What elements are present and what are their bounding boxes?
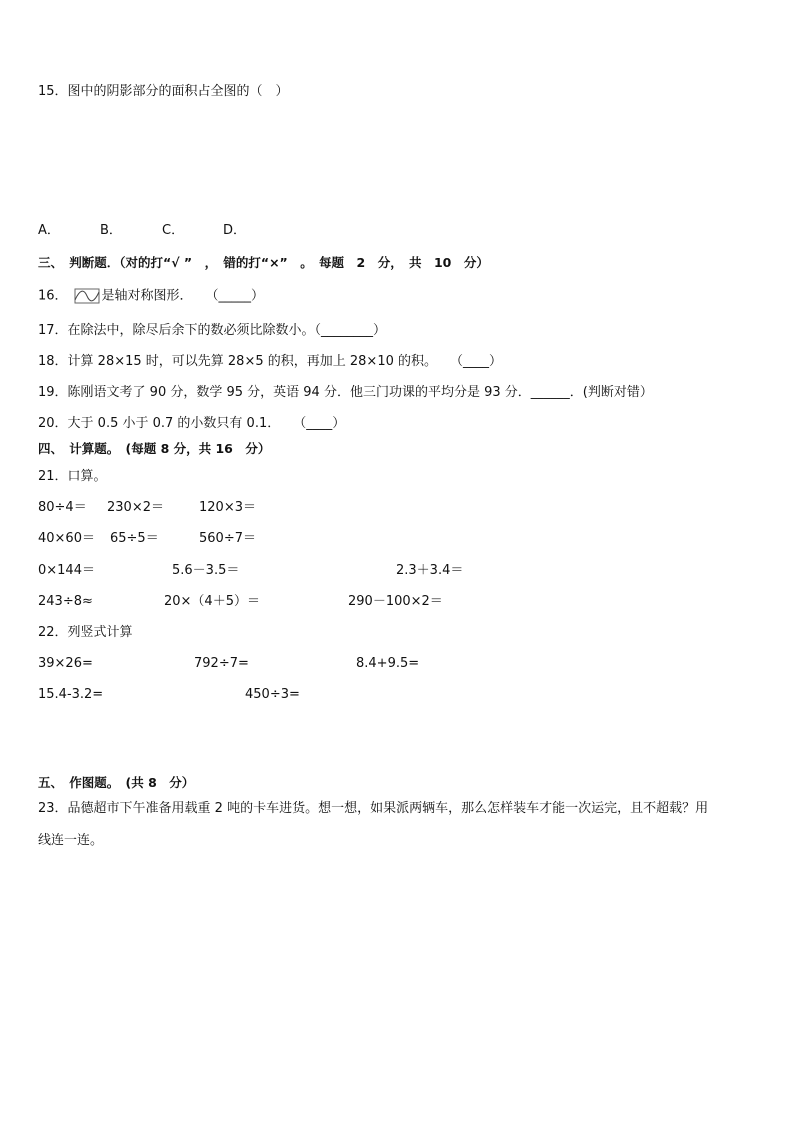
question-22-title: 22．列竖式计算 <box>38 625 133 640</box>
q21-r3-c2: 5.6－3.5＝ <box>172 563 240 578</box>
question-20-text: 20．大于 0.5 小于 0.7 的小数只有 0.1． （____） <box>38 416 346 431</box>
q22-r1-c3: 8.4+9.5= <box>356 656 420 671</box>
question-15-option-b: B． <box>100 223 122 238</box>
question-15-option-a: A． <box>38 223 60 238</box>
q22-r2-c2: 450÷3= <box>245 687 300 702</box>
q21-r2-c3: 560÷7＝ <box>199 531 256 546</box>
question-16 <box>38 287 264 305</box>
q21-r2-c1: 40×60＝ <box>38 531 95 546</box>
q21-r4-c1: 243÷8≈ <box>38 594 93 609</box>
question-18-text: 18．计算 28×15 时，可以先算 28×5 的积，再加上 28×10 的积。 （____） <box>38 354 502 369</box>
q21-r3-c3: 2.3＋3.4＝ <box>396 563 464 578</box>
q21-r3-c1: 0×144＝ <box>38 563 95 578</box>
q21-r1-c1: 80÷4＝ <box>38 500 87 515</box>
q21-r4-c2: 20×（4＋5）＝ <box>164 594 260 609</box>
question-16-text: 是轴对称图形． （_____） <box>101 288 265 304</box>
q21-r1-c2: 230×2＝ <box>107 500 164 515</box>
q22-r2-c1: 15.4-3.2= <box>38 687 104 702</box>
q22-r1-c2: 792÷7= <box>194 656 249 671</box>
question-21-title: 21．口算。 <box>38 469 107 484</box>
question-16-number: 16． <box>38 288 68 304</box>
q21-r4-c3: 290－100×2＝ <box>348 594 443 609</box>
question-17-text: 17．在除法中，除尽后余下的数必须比除数小。（________） <box>38 323 387 338</box>
q21-r1-c3: 120×3＝ <box>199 500 256 515</box>
question-23-line-1: 23．品德超市下午准备用载重 2 吨的卡车进货。想一想，如果派两辆车，那么怎样装车才能一次运完，且不超载？用 <box>38 801 709 816</box>
q22-r1-c1: 39×26= <box>38 656 93 671</box>
section-4-heading: 四、 计算题。 (每题 8 分，共 16 分） <box>38 441 271 456</box>
question-19-text: 19．陈刚语文考了 90 分，数学 95 分，英语 94 分．他三门功课的平均分是 93 分．______．(判断对错） <box>38 385 653 400</box>
section-3-heading: 三、 判断题．（对的打“√ ” ， 错的打“×” 。 每题 2 分， 共 10 分） <box>38 255 489 270</box>
question-15-option-c: C． <box>162 223 185 238</box>
question-15-option-d: D． <box>223 223 247 238</box>
wave-shape-icon <box>74 287 100 305</box>
question-23-line-2: 线连一连。 <box>38 833 104 848</box>
section-5-heading: 五、 作图题。 (共 8 分） <box>38 775 195 790</box>
q21-r2-c2: 65÷5＝ <box>110 531 159 546</box>
question-15-text: 15．图中的阴影部分的面积占全图的（ ） <box>38 84 289 99</box>
